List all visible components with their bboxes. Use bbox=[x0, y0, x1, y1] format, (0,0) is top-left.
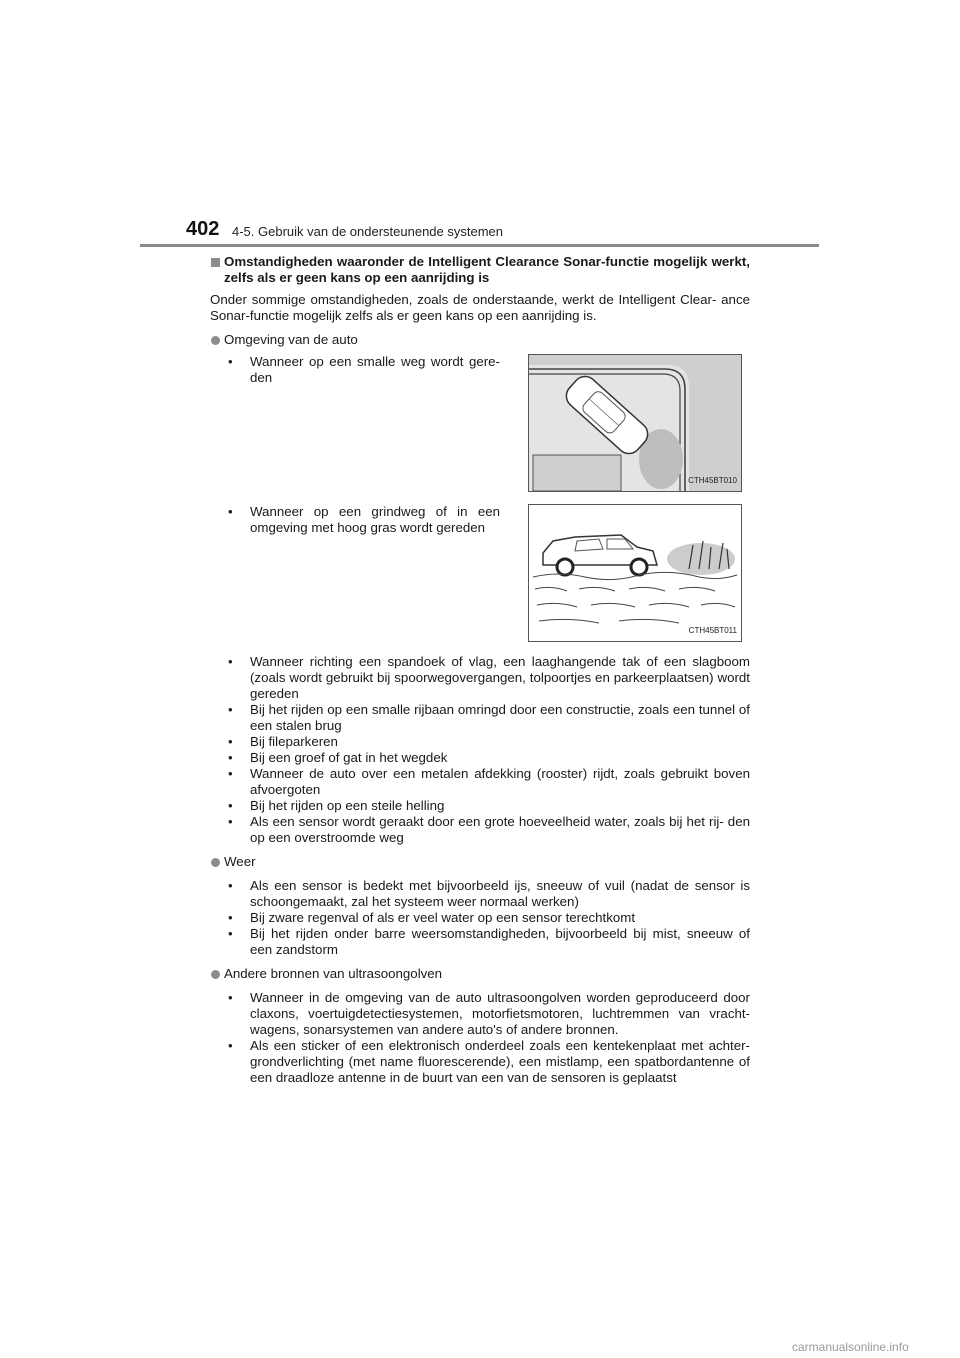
group-title-text: Omgeving van de auto bbox=[224, 332, 358, 347]
section-title: 4-5. Gebruik van de ondersteunende systemen bbox=[232, 224, 504, 239]
circle-bullet-icon bbox=[211, 336, 220, 345]
list-item: • Wanneer op een smalle weg wordt gere- den bbox=[228, 354, 500, 385]
list-item: • Wanneer de auto over een metalen afdekking (rooster) rijdt, zoals gebruikt boven afvoergoten bbox=[228, 766, 750, 797]
list-item: • Bij het rijden op een steile helling bbox=[228, 798, 445, 813]
list-item: • Bij het rijden onder barre weersomstandigheden, bijvoorbeeld bij mist, sneeuw of een zandstorm bbox=[228, 926, 750, 957]
list-item: • Als een sensor is bedekt met bijvoorbeeld ijs, sneeuw of vuil (nadat de sensor is schoongemaakt, zal het systeem weer normaal werken) bbox=[228, 878, 750, 909]
circle-bullet-icon bbox=[211, 858, 220, 867]
list-item: • Bij zware regenval of als er veel water op een sensor terechtkomt bbox=[228, 910, 636, 925]
page-number: 402 bbox=[186, 218, 220, 240]
list-item: • Als een sensor wordt geraakt door een grote hoeveelheid water, zoals bij het rij- den op een overstroomde weg bbox=[228, 814, 750, 845]
list-item: • Bij fileparkeren bbox=[228, 734, 338, 749]
circle-bullet-icon bbox=[211, 970, 220, 979]
group-title-weather bbox=[210, 854, 750, 870]
ultrasonic-list bbox=[210, 990, 750, 1086]
square-bullet-icon bbox=[211, 258, 220, 267]
gravel-road-illustration bbox=[528, 504, 742, 642]
list-item: • Als een sticker of een elektronisch onderdeel zoals een kentekenplaat met achter- grondverlichting (met name fluorescerende), een mistlamp, een spatbordantenne of een draadloze antenne in de buurt van een van de sensoren is geplaatst bbox=[228, 1038, 750, 1085]
list-item: • Wanneer op een grindweg of in een omgeving met hoog gras wordt gereden bbox=[228, 504, 500, 535]
narrow-road-illustration bbox=[528, 354, 742, 492]
list-item: • Bij een groef of gat in het wegdek bbox=[228, 750, 448, 765]
group-title-text: Andere bronnen van ultrasoongolven bbox=[224, 966, 443, 981]
group-title-text: Weer bbox=[224, 854, 256, 869]
figure-label: CTH45BT010 bbox=[688, 476, 737, 485]
list-item: • Bij het rijden op een smalle rijbaan omringd door een constructie, zoals een tunnel of een stalen brug bbox=[228, 702, 750, 733]
list-item: • Wanneer in de omgeving van de auto ultrasoongolven worden geproduceerd door claxons, voertuigdetectiesystemen, motorfietsmotoren, luchtremmen van vracht- wagens, sonarsystemen van andere auto's of andere bronnen. bbox=[228, 990, 750, 1037]
heading-text: Omstandigheden waaronder de Intelligent Clearance Sonar-functie mogelijk werkt, zelfs als er geen kans op een aanrijding is bbox=[224, 254, 750, 285]
heading bbox=[210, 254, 750, 286]
header-rule bbox=[140, 244, 819, 247]
list-item: • Wanneer richting een spandoek of vlag, een laaghangende tak of een slagboom (zoals wordt gebruikt bij spoorwegovergangen, tolpoortjes en parkeerplaatsen) wordt gereden bbox=[228, 654, 750, 701]
intro-paragraph: Onder sommige omstandigheden, zoals de onderstaande, werkt de Intelligent Clear- ance Sonar-functie mogelijk zelfs als er geen kans op een aanrijding is. bbox=[210, 292, 750, 323]
figure-label: CTH45BT011 bbox=[688, 626, 737, 635]
figure-item-1 bbox=[210, 354, 750, 496]
weather-list bbox=[210, 878, 750, 958]
footer-watermark: carmanualsonline.info bbox=[792, 1340, 909, 1354]
page-content bbox=[210, 254, 750, 1086]
group-title-ultrasonic bbox=[210, 966, 750, 982]
group-title-surroundings bbox=[210, 332, 750, 348]
surroundings-list bbox=[210, 654, 750, 846]
figure-item-2 bbox=[210, 504, 750, 646]
